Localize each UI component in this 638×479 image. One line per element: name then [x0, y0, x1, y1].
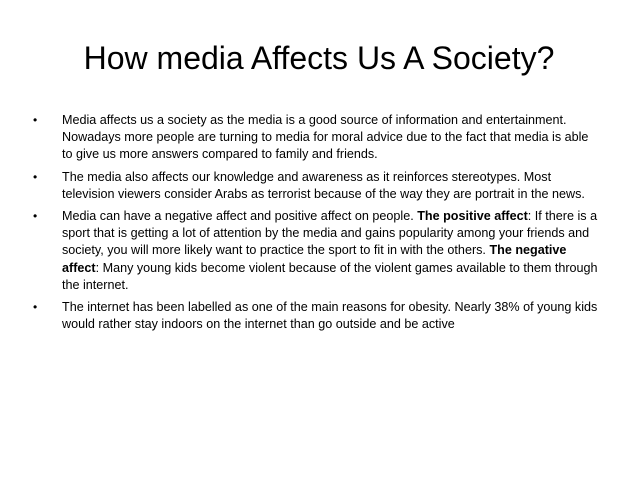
slide-title: How media Affects Us A Society? [83, 40, 555, 76]
bullet-list [30, 112, 600, 338]
bullet-icon: • [33, 113, 38, 127]
negative-affect-label: The negative affect [62, 243, 567, 275]
bullet-text-part: Media can have a negative affect and positive affect on people. [62, 209, 418, 224]
bullet-text: The internet has been labelled as one of the main reasons for obesity. Nearly 38% of young kids would rather stay indoors on the internet than go outside and be active [62, 300, 598, 332]
bullet-item-stereotypes [30, 169, 600, 203]
bullet-icon: • [33, 209, 38, 224]
positive-affect-label: The positive affect [417, 209, 528, 224]
bullet-icon: • [33, 169, 38, 184]
bullet-text-part: : Many young kids become violent because of the violent games available to them through the internet. [62, 260, 598, 292]
bullet-text-part: : If there is a sport that is getting a lot of attention by the media and gains popularity among your friends and society, you will more likely want to practice the sport to fit in with the others. [62, 209, 598, 258]
bullet-item-media-source [30, 112, 600, 164]
bullet-text: Media affects us a society as the media is a good source of information and entertainment. Nowadays more people are turning to media for moral advice due to the fact that media is able to give us more answers compared to family and friends. [62, 113, 589, 162]
bullet-text: The media also affects our knowledge and awareness as it reinforces stereotypes. Most television viewers consider Arabs as terrorist because of the way they are portrait in the news. [62, 169, 585, 201]
bullet-icon: • [33, 300, 38, 315]
bullet-item-affects [30, 208, 600, 294]
bullet-item-obesity [30, 299, 600, 333]
